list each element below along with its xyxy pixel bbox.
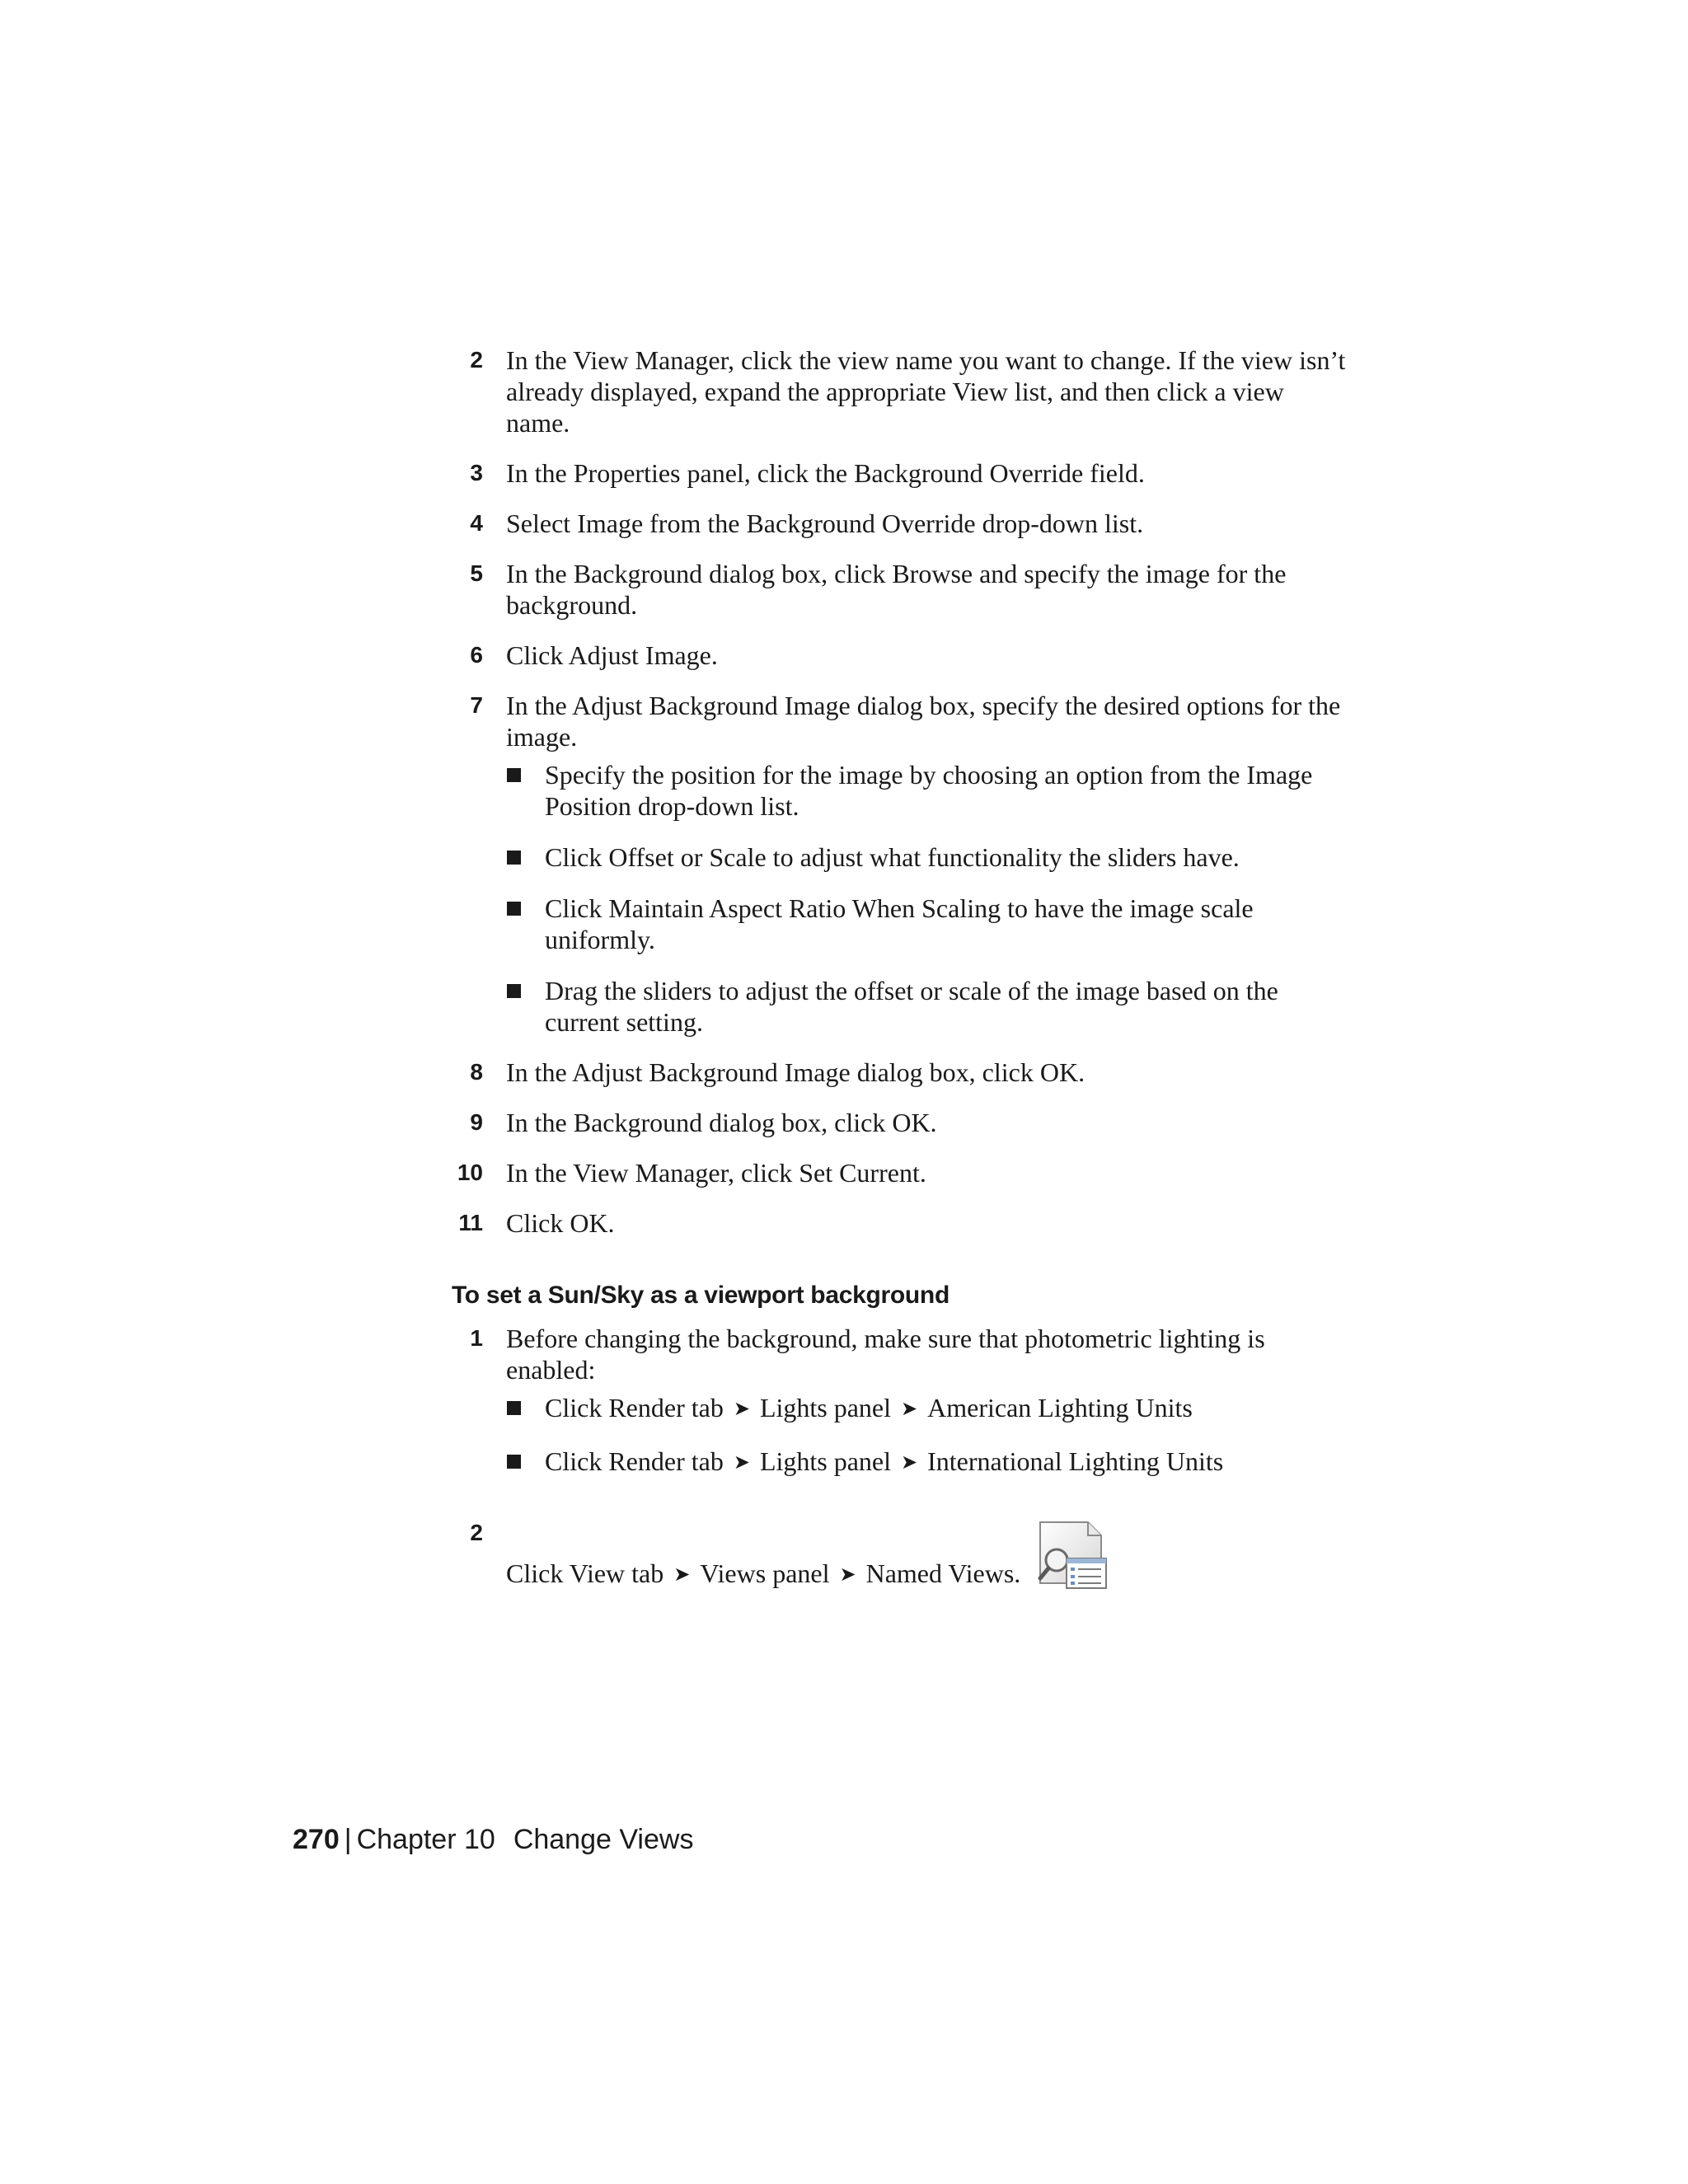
bullet-text: Click Offset or Scale to adjust what functionality the sliders have. xyxy=(545,842,1240,872)
step-text: Before changing the background, make sure that photometric lighting is enabled: xyxy=(506,1324,1265,1385)
menu-path-part: International Lighting Units xyxy=(927,1446,1224,1476)
bullet-text: Specify the position for the image by choosing an option from the Image Position drop-down list. xyxy=(545,760,1313,821)
step-5 xyxy=(452,558,1346,621)
step-number: 2 xyxy=(470,347,483,373)
list-item xyxy=(506,841,1346,873)
step-number: 5 xyxy=(470,560,483,586)
menu-arrow-icon: ➤ xyxy=(733,1451,750,1474)
bullet-text: Click Maintain Aspect Ratio When Scaling to have the image scale uniformly. xyxy=(545,893,1254,954)
step-2 xyxy=(452,344,1346,438)
step-text: Click OK. xyxy=(506,1208,615,1238)
menu-path-part: Views panel xyxy=(700,1558,830,1588)
step-text: In the Properties panel, click the Background Override field. xyxy=(506,458,1145,488)
menu-path-part: Click Render tab xyxy=(545,1446,724,1476)
menu-arrow-icon: ➤ xyxy=(901,1397,918,1420)
step-number: 4 xyxy=(470,510,483,536)
step-10 xyxy=(452,1157,1346,1188)
step-text: Select Image from the Background Override drop-down list. xyxy=(506,509,1144,538)
menu-path-part: American Lighting Units xyxy=(927,1393,1193,1422)
step-7 xyxy=(452,690,1346,1038)
step-11 xyxy=(452,1207,1346,1239)
menu-arrow-icon: ➤ xyxy=(673,1563,691,1586)
step-number: 6 xyxy=(470,642,483,668)
step-text: In the View Manager, click Set Current. xyxy=(506,1158,926,1188)
step-text: In the View Manager, click the view name you want to change. If the view isn’t already displayed, expand the appropriate View list, and then click a view name. xyxy=(506,345,1346,438)
step-number: 10 xyxy=(457,1160,483,1185)
square-bullet-icon xyxy=(507,984,521,998)
list-item xyxy=(506,1392,1346,1426)
step-text: In the Adjust Background Image dialog box, click OK. xyxy=(506,1057,1085,1087)
step-number: 2 xyxy=(470,1520,483,1545)
lighting-units-list xyxy=(506,1392,1346,1479)
bullet-text: Drag the sliders to adjust the offset or scale of the image based on the current setting. xyxy=(545,976,1278,1037)
chapter-title: Change Views xyxy=(513,1824,694,1855)
menu-path-part: Click Render tab xyxy=(545,1393,724,1422)
footer-separator: | xyxy=(344,1824,352,1855)
menu-path-part: Named Views. xyxy=(865,1558,1021,1588)
menu-arrow-icon: ➤ xyxy=(733,1397,750,1420)
list-item xyxy=(506,893,1346,955)
menu-path-part: Lights panel xyxy=(759,1393,892,1422)
step-number: 11 xyxy=(458,1210,483,1235)
step-3 xyxy=(452,457,1346,489)
step-4 xyxy=(452,508,1346,539)
square-bullet-icon xyxy=(507,1401,521,1415)
list-item xyxy=(506,1446,1346,1479)
square-bullet-icon xyxy=(507,902,521,916)
step-8 xyxy=(452,1057,1346,1088)
list-item xyxy=(506,759,1346,822)
step-number: 1 xyxy=(470,1325,483,1351)
menu-arrow-icon: ➤ xyxy=(839,1563,856,1586)
step-6 xyxy=(452,640,1346,671)
step-text: In the Adjust Background Image dialog box, specify the desired options for the image. xyxy=(506,691,1341,752)
step-text: Click Adjust Image. xyxy=(506,640,718,670)
sunsky-step-2 xyxy=(452,1517,1346,1591)
page-footer xyxy=(293,1823,693,1856)
procedure-heading: To set a Sun/Sky as a viewport background xyxy=(452,1282,950,1309)
step-7-bullet-list xyxy=(506,759,1346,1038)
named-views-icon xyxy=(1035,1517,1109,1591)
chapter-label: Chapter 10 xyxy=(356,1824,495,1855)
step-text: In the Background dialog box, click OK. xyxy=(506,1108,937,1137)
sunsky-step-1 xyxy=(452,1323,1346,1479)
menu-path-part: Lights panel xyxy=(759,1446,892,1476)
square-bullet-icon xyxy=(507,851,521,865)
square-bullet-icon xyxy=(507,1455,521,1469)
step-number: 8 xyxy=(470,1059,483,1085)
square-bullet-icon xyxy=(507,768,521,782)
step-number: 7 xyxy=(470,692,483,718)
step-9 xyxy=(452,1107,1346,1138)
menu-arrow-icon: ➤ xyxy=(901,1451,918,1474)
page-content xyxy=(452,344,1346,1610)
step-number: 9 xyxy=(470,1109,483,1135)
step-number: 3 xyxy=(470,460,483,485)
page-number: 270 xyxy=(293,1824,340,1855)
menu-path-part: Click View tab xyxy=(506,1558,664,1588)
step-text: In the Background dialog box, click Browse and specify the image for the background. xyxy=(506,559,1287,620)
list-item xyxy=(506,975,1346,1038)
